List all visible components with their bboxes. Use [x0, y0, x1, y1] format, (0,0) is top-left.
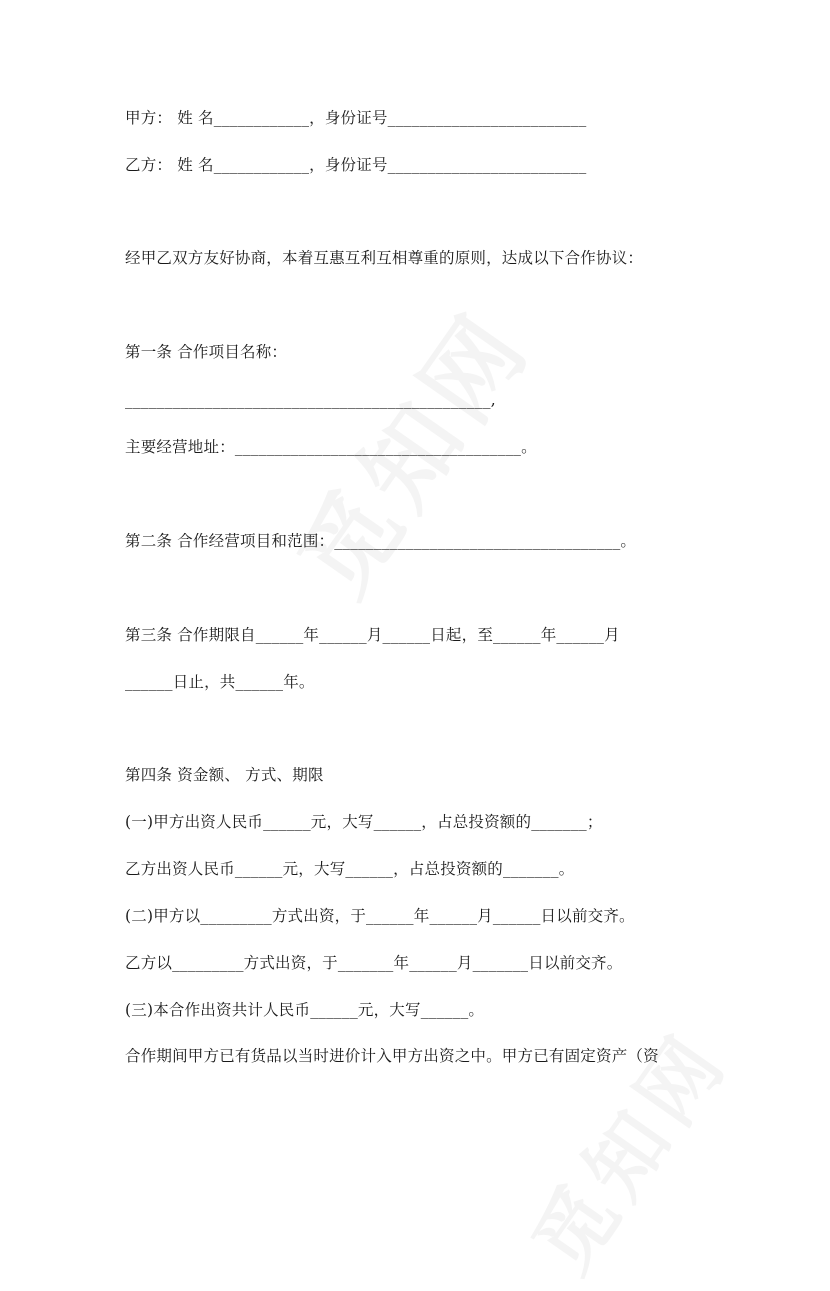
article-4-item-1a: (一)甲方出资人民币______元，大写______，占总投资额的_______；: [125, 813, 603, 831]
article-2: 第二条 合作经营项目和范围：____________________________________。: [125, 532, 637, 550]
article-4-item-1b: 乙方出资人民币______元，大写______，占总投资额的_______。: [125, 860, 575, 878]
party-b-line: 乙方： 姓 名____________，身份证号_________________________: [125, 156, 587, 174]
preamble: 经甲乙双方友好协商，本着互惠互利互相尊重的原则，达成以下合作协议：: [125, 249, 644, 267]
article-3-line-1: 第三条 合作期限自______年______月______日起，至______年______月: [125, 626, 620, 644]
article-3-line-2: ______日止，共______年。: [125, 673, 315, 691]
article-4-item-2b: 乙方以_________方式出资，于_______年______月_______日以前交齐。: [125, 954, 623, 972]
article-4-item-2a: (二)甲方以_________方式出资，于______年______月______日以前交齐。: [125, 907, 635, 925]
article-4-title: 第四条 资金额、 方式、期限: [125, 766, 324, 784]
article-4-paragraph: 合作期间甲方已有货品以当时进价计入甲方出资之中。甲方已有固定资产（资: [125, 1047, 659, 1065]
article-1-address: 主要经营地址：____________________________________。: [125, 438, 537, 456]
article-1-name-blank: ______________________________________________,: [125, 391, 496, 409]
article-4-item-3: (三)本合作出资共计人民币______元，大写______。: [125, 1001, 485, 1019]
party-a-line: 甲方： 姓 名____________，身份证号_________________________: [125, 109, 587, 127]
article-1-title: 第一条 合作项目名称：: [125, 343, 288, 361]
